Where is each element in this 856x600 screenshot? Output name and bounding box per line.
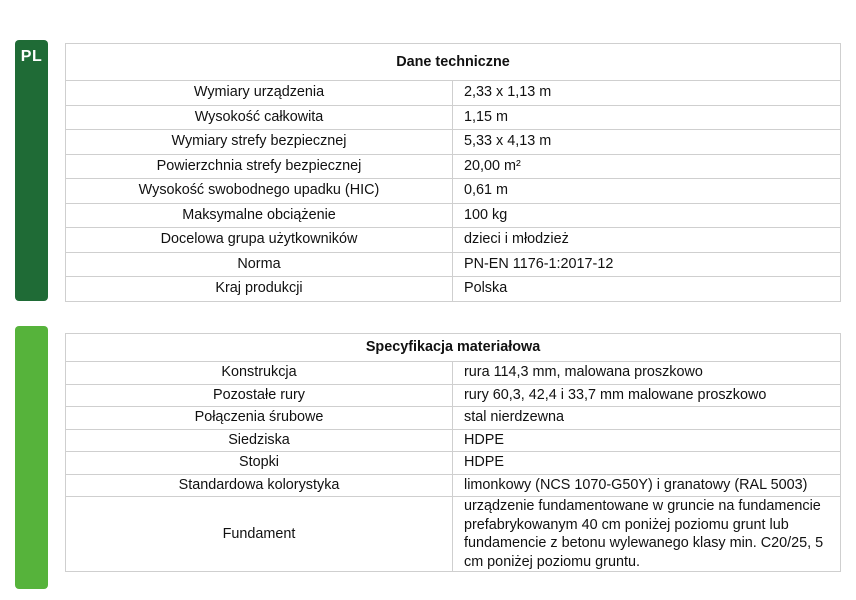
row-value: 20,00 m²: [453, 154, 841, 179]
row-label: Siedziska: [66, 429, 453, 452]
row-label: Stopki: [66, 452, 453, 475]
table-row: [66, 497, 841, 572]
row-value: 5,33 x 4,13 m: [453, 130, 841, 155]
row-value: 2,33 x 1,13 m: [453, 81, 841, 106]
row-value: 1,15 m: [453, 105, 841, 130]
table-row: [66, 105, 841, 130]
row-value: dzieci i młodzież: [453, 228, 841, 253]
row-label: Docelowa grupa użytkowników: [66, 228, 453, 253]
table-row: [66, 252, 841, 277]
row-label: Połączenia śrubowe: [66, 407, 453, 430]
language-badge: PL: [20, 48, 43, 65]
section-marker-light: [15, 326, 48, 589]
row-label: Wysokość swobodnego upadku (HIC): [66, 179, 453, 204]
row-label: Powierzchnia strefy bezpiecznej: [66, 154, 453, 179]
table-row: [66, 429, 841, 452]
row-label: Wymiary urządzenia: [66, 81, 453, 106]
table-row: [66, 474, 841, 497]
table-row: [66, 81, 841, 106]
row-value: HDPE: [453, 452, 841, 475]
row-label: Kraj produkcji: [66, 277, 453, 302]
row-value: PN-EN 1176-1:2017-12: [453, 252, 841, 277]
row-label: Wymiary strefy bezpiecznej: [66, 130, 453, 155]
table-row: [66, 154, 841, 179]
row-value: rury 60,3, 42,4 i 33,7 mm malowane proszkowo: [453, 384, 841, 407]
material-spec-table: [65, 333, 841, 572]
row-label: Norma: [66, 252, 453, 277]
table-row: [66, 407, 841, 430]
technical-data-title: Dane techniczne: [66, 44, 841, 81]
row-label: Maksymalne obciążenie: [66, 203, 453, 228]
table-row: [66, 203, 841, 228]
row-label: Wysokość całkowita: [66, 105, 453, 130]
table-row: [66, 277, 841, 302]
row-value: rura 114,3 mm, malowana proszkowo: [453, 362, 841, 385]
technical-data-table: [65, 43, 841, 302]
row-value: stal nierdzewna: [453, 407, 841, 430]
row-value: HDPE: [453, 429, 841, 452]
row-label: Fundament: [66, 497, 453, 572]
table-row: [66, 179, 841, 204]
table-row: [66, 384, 841, 407]
table-row: [66, 452, 841, 475]
section-marker-dark: [15, 40, 48, 301]
row-label: Pozostałe rury: [66, 384, 453, 407]
row-value: 0,61 m: [453, 179, 841, 204]
table-row: [66, 362, 841, 385]
row-label: Konstrukcja: [66, 362, 453, 385]
row-value: urządzenie fundamentowane w gruncie na fundamencie prefabrykowanym 40 cm poniżej poziomu grunt lub fundamencie z betonu wylewanego klasy min. C20/25, 5 cm poniżej poziomu gruntu.: [453, 497, 841, 572]
row-value: 100 kg: [453, 203, 841, 228]
row-label: Standardowa kolorystyka: [66, 474, 453, 497]
table-row: [66, 130, 841, 155]
table-row: [66, 228, 841, 253]
row-value: Polska: [453, 277, 841, 302]
row-value: limonkowy (NCS 1070-G50Y) i granatowy (RAL 5003): [453, 474, 841, 497]
material-spec-title: Specyfikacja materiałowa: [66, 334, 841, 362]
